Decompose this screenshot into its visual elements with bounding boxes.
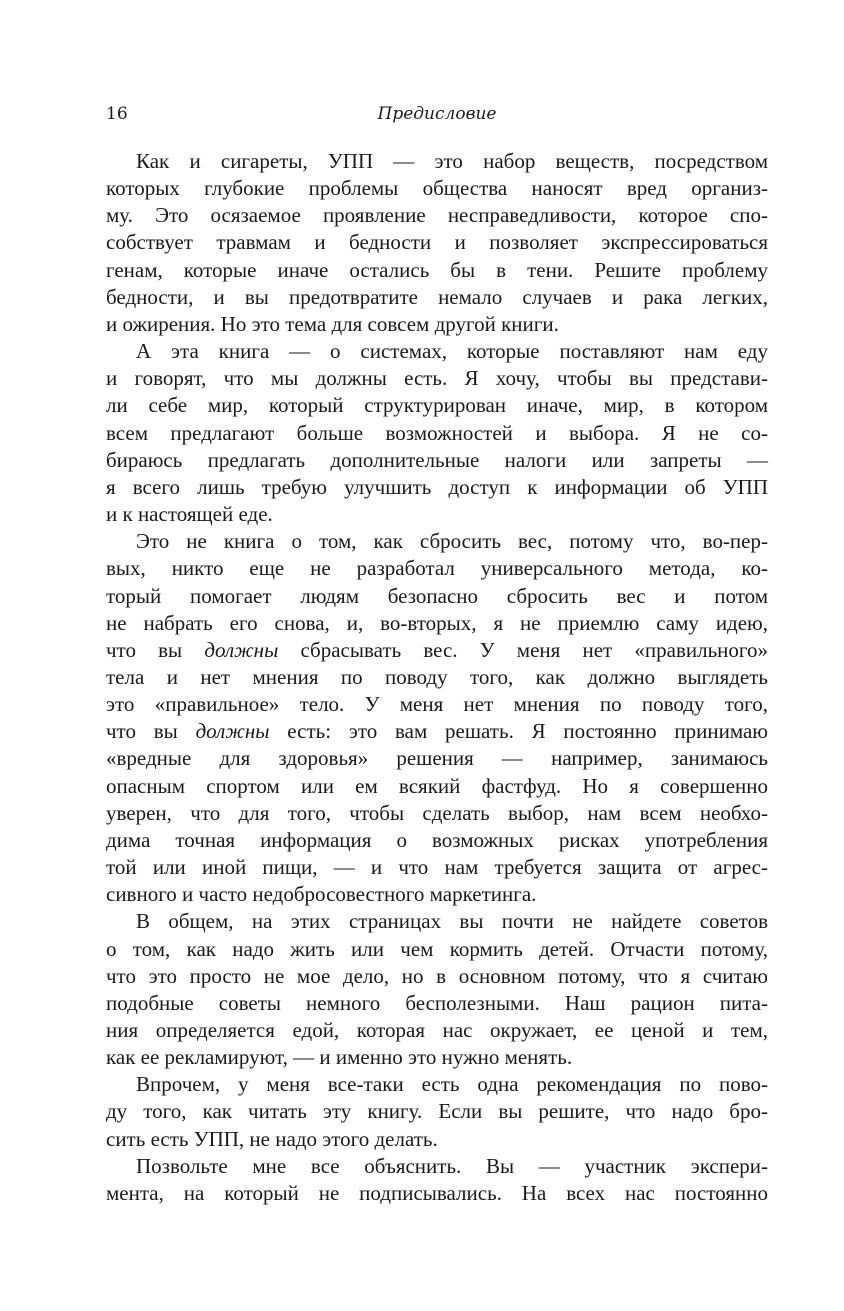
text-line: «вредные для здоровья» решения — например, занимаюсь <box>106 746 768 771</box>
text-line: это «правильное» тело. У меня нет мнения по поводу того, <box>106 692 768 717</box>
text-line: Это не книга о том, как сбросить вес, потому что, во-пер- <box>136 529 768 554</box>
paragraph <box>106 1071 768 1152</box>
text-line: Впрочем, у меня все-таки есть одна рекомендация по пово- <box>136 1072 768 1097</box>
text-line: как ее рекламируют, — и именно это нужно менять. <box>106 1045 573 1070</box>
text-line: подобные советы немного бесполезными. Наш рацион пита- <box>106 990 768 1015</box>
text-line: В общем, на этих страницах вы почти не найдете советов <box>136 909 768 934</box>
text-line: тела и нет мнения по поводу того, как должно выглядеть <box>106 664 768 689</box>
text-line: торый помогает людям безопасно сбросить вес и потом <box>106 583 768 608</box>
text-line: не набрать его снова, и, во-вторых, я не приемлю саму идею, <box>106 610 768 635</box>
text-line: сить есть УПП, не надо этого делать. <box>106 1126 438 1151</box>
running-head <box>106 104 768 130</box>
paragraph <box>106 338 768 528</box>
text-line: той или иной пищи, — и что нам требуется защита от агрес- <box>106 855 768 880</box>
text-line: му. Это осязаемое проявление несправедливости, которое спо- <box>106 203 768 228</box>
paragraph <box>106 908 768 1071</box>
text-line: бираюсь предлагать дополнительные налоги или запреты — <box>106 447 768 472</box>
text-line: Позвольте мне все объяснить. Вы — участник экспери- <box>136 1153 768 1178</box>
text-line: ду того, как читать эту книгу. Если вы решите, что надо бро- <box>106 1099 768 1124</box>
text-line: сивного и часто недобросовестного маркетинга. <box>106 882 537 907</box>
text-line: вых, никто еще не разработал универсального метода, ко- <box>106 556 768 581</box>
text-line: ния определяется едой, которая нас окружает, ее ценой и тем, <box>106 1018 768 1042</box>
text-line: дима точная информация о возможных рисках употребления <box>106 827 768 852</box>
text-line: всем предлагают больше возможностей и выбора. Я не со- <box>106 420 768 445</box>
text-line: что вы должны есть: это вам решать. Я постоянно принимаю <box>106 719 768 744</box>
text-line: собствует травмам и бедности и позволяет экспрессироваться <box>106 230 768 255</box>
text-line: и ожирения. Но это тема для совсем другой книги. <box>106 311 559 336</box>
text-line: уверен, что для того, чтобы сделать выбор, нам всем необхо- <box>106 800 768 825</box>
text-line: что вы должны сбрасывать вес. У меня нет «правильного» <box>106 637 768 662</box>
text-line: я всего лишь требую улучшить доступ к информации об УПП <box>106 474 768 499</box>
body-text <box>106 148 768 1207</box>
paragraph <box>106 528 768 908</box>
text-line: генам, которые иначе остались бы в тени. Решите проблему <box>106 257 768 282</box>
page-number: 16 <box>106 104 128 124</box>
text-line: что это просто не мое дело, но в основном потому, что я считаю <box>106 963 768 988</box>
text-line: ли себе мир, который структурирован иначе, мир, в котором <box>106 393 768 418</box>
text-line: которых глубокие проблемы общества наносят вред организ- <box>106 176 768 201</box>
text-line: Как и сигареты, УПП — это набор веществ, посредством <box>136 149 768 173</box>
paragraph <box>106 148 768 338</box>
text-line: опасным спортом или ем всякий фастфуд. Но я совершенно <box>106 773 768 798</box>
paragraph <box>106 1153 768 1207</box>
section-title: Предисловие <box>377 104 497 124</box>
text-line: бедности, и вы предотвратите немало случаев и рака легких, <box>106 284 768 309</box>
text-line: и говорят, что мы должны есть. Я хочу, чтобы вы представи- <box>106 366 768 391</box>
text-line: мента, на который не подписывались. На всех нас постоянно <box>106 1180 768 1205</box>
text-line: А эта книга — о системах, которые поставляют нам еду <box>136 339 768 364</box>
text-line: о том, как надо жить или чем кормить детей. Отчасти потому, <box>106 936 768 961</box>
text-line: и к настоящей еде. <box>106 502 273 527</box>
